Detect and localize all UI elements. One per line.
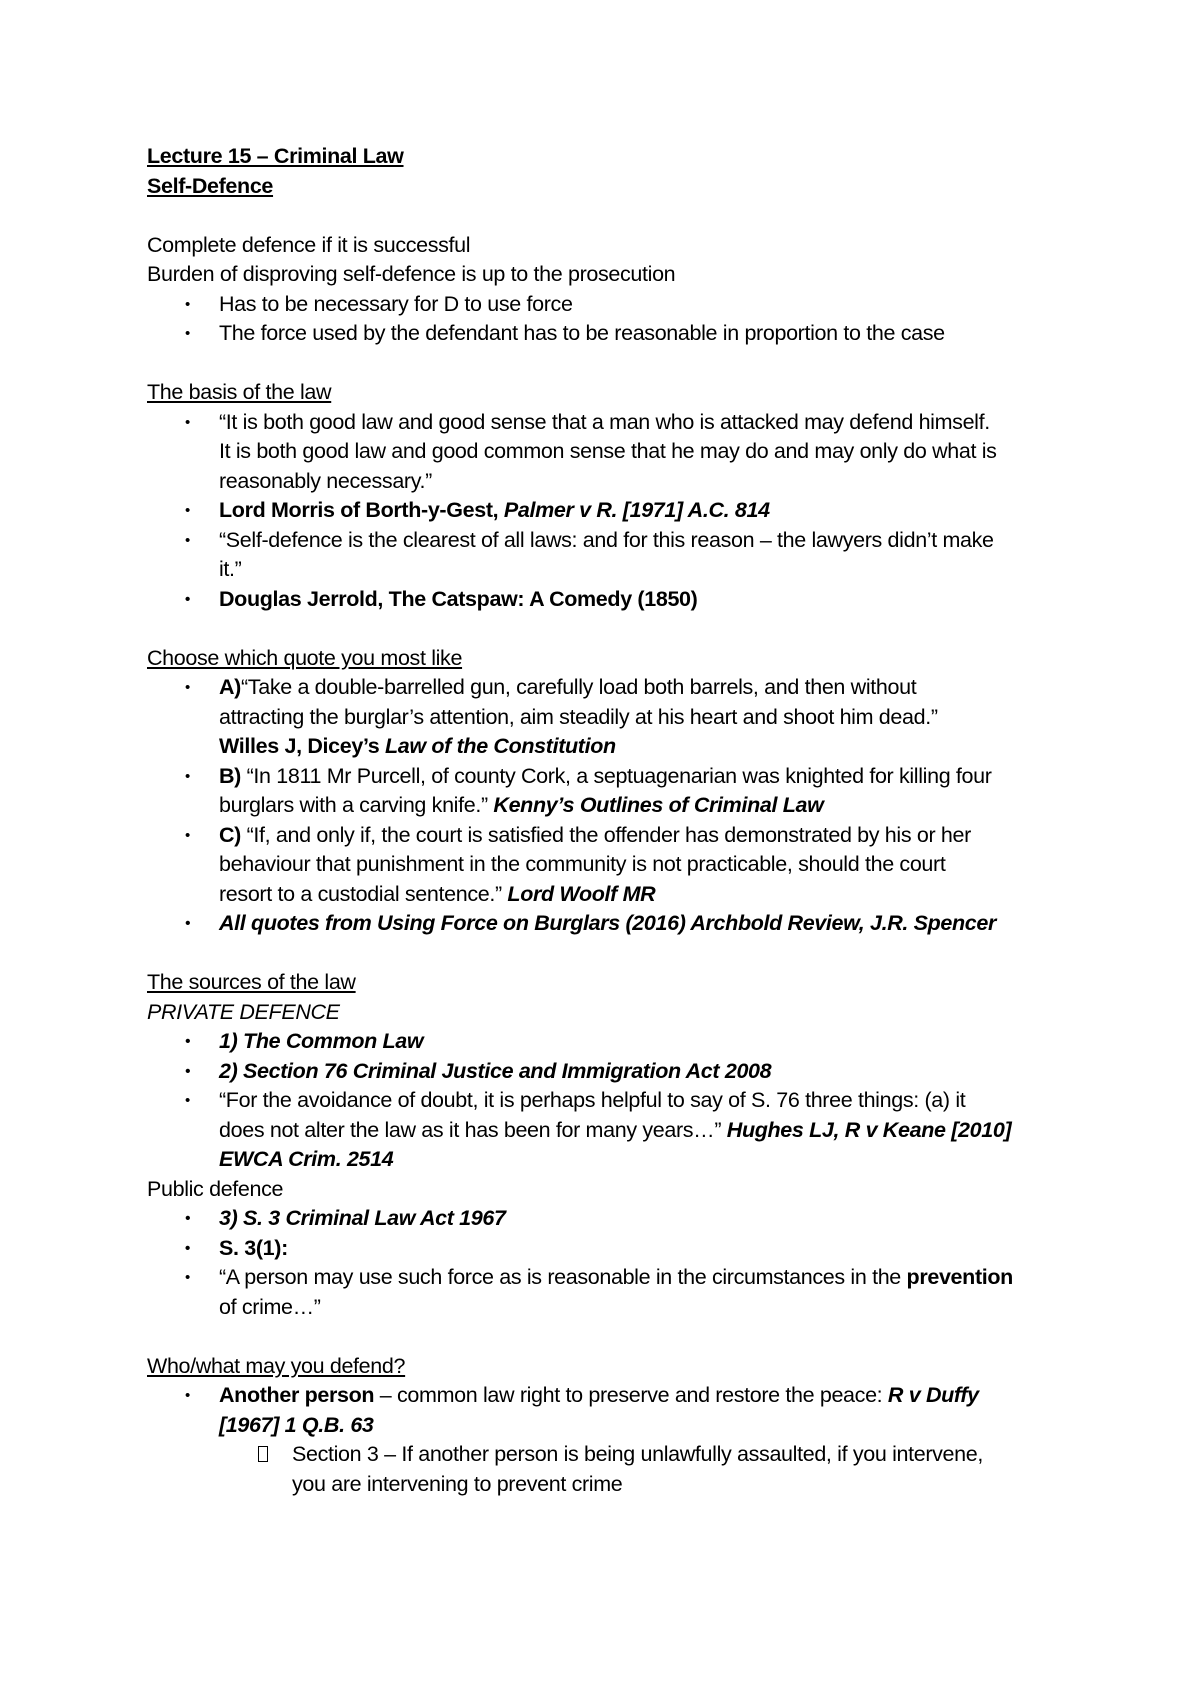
source-title: Kenny’s Outlines of Criminal Law (493, 793, 824, 817)
quote-option-b (147, 762, 1087, 821)
public-bullet-list (147, 1204, 1087, 1322)
document-page (147, 142, 1087, 1499)
bullet-item: • 1) The Common Law (147, 1027, 1087, 1057)
quote-option-a (147, 673, 1087, 762)
quote-text: does not alter the law as it has been for many years…” (219, 1117, 727, 1142)
quote-line (219, 791, 1087, 821)
quote-line: attracting the burglar’s attention, aim steadily at his heart and shoot him dead.” (219, 704, 938, 729)
quote-attribution (147, 496, 1087, 526)
quote-line (219, 821, 1087, 851)
quote-line: • “It is both good law and good sense that a man who is attacked may defend himself. (219, 409, 990, 434)
quote-line (219, 1116, 1087, 1146)
section-heading-basis: The basis of the law (147, 380, 332, 404)
emphasis: prevention (906, 1265, 1013, 1289)
bullet-item: • Has to be necessary for D to use force (147, 290, 1087, 320)
quote-line: behaviour that punishment in the community is not practicable, should the court (219, 852, 946, 876)
term: Another person (219, 1383, 375, 1407)
spacer (147, 1322, 1087, 1352)
bullet-text: – common law right to preserve and restore the peace: (374, 1383, 888, 1407)
quote-item (147, 408, 1087, 497)
case-citation: Palmer v R. [1971] A.C. 814 (503, 498, 770, 522)
option-label: A) (219, 675, 241, 699)
intro-bullet-list (147, 290, 1087, 349)
sub-bullet-line: Section 3 – If another person is being unlawfully assaulted, if you intervene, (292, 1442, 983, 1466)
intro-line: Complete defence if it is successful (147, 232, 471, 257)
quote-item (147, 1086, 1087, 1175)
sub-bullet-item (147, 1440, 1087, 1499)
quote-line: reasonably necessary.” (219, 468, 432, 493)
spacer (147, 939, 1087, 969)
who-bullet-list (147, 1381, 1087, 1440)
bullet-item: • 2) Section 76 Criminal Justice and Immigration Act 2008 (147, 1057, 1087, 1087)
sub-bullet-line: you are intervening to prevent crime (292, 1471, 623, 1496)
option-label: C) (219, 822, 241, 847)
subheading-public-defence: Public defence (147, 1176, 284, 1201)
bullet-item: • The force used by the defendant has to be reasonable in proportion to the case (147, 319, 1087, 349)
private-bullet-list (147, 1027, 1087, 1175)
quote-text: burglars with a carving knife.” (219, 793, 494, 817)
quote-line: It is both good law and good common sense that he may do and may only do what is (219, 439, 997, 463)
case-citation: EWCA Crim. 2514 (219, 1147, 394, 1171)
quote-text: resort to a custodial sentence.” (219, 881, 508, 906)
intro-line: Burden of disproving self-defence is up to the prosecution (147, 262, 676, 286)
quote-attribution: • Douglas Jerrold, The Catspaw: A Comedy (1850) (147, 585, 1087, 615)
case-citation: [1967] 1 Q.B. 63 (219, 1412, 374, 1437)
section-heading-who: Who/what may you defend? (147, 1353, 406, 1378)
sub-bullet-list (147, 1440, 1087, 1499)
quote-attribution (219, 732, 1087, 762)
quote-line: it.” (219, 557, 242, 581)
source-title: Law of the Constitution (385, 734, 616, 758)
quote-item (147, 1263, 1087, 1322)
author-name: Lord Woolf MR (507, 881, 656, 906)
quote-item (147, 526, 1087, 585)
quote-option-c (147, 821, 1087, 910)
quote-line: of crime…” (219, 1294, 321, 1319)
bullet-item: • 3) S. 3 Criminal Law Act 1967 (147, 1204, 1087, 1234)
quote-line: • “Self-defence is the clearest of all laws: and for this reason – the lawyers didn’t make (219, 527, 994, 552)
spacer (147, 201, 1087, 231)
quote-line (219, 880, 1087, 910)
quote-line (219, 673, 1087, 703)
section-heading-choose: Choose which quote you most like (147, 645, 463, 670)
quote-text: “If, and only if, the court is satisfied the offender has demonstrated by his or her (241, 822, 971, 847)
case-citation: R v Duffy (887, 1383, 979, 1407)
author-name: Lord Morris of Borth-y-Gest, (219, 498, 504, 522)
document-subtitle: Self-Defence (147, 173, 274, 198)
bullet-item (147, 1381, 1087, 1440)
option-label: B) (219, 763, 241, 788)
section-heading-sources: The sources of the law (147, 970, 356, 994)
basis-bullet-list (147, 408, 1087, 615)
quote-line (219, 1263, 1087, 1293)
document-title: Lecture 15 – Criminal Law (147, 144, 404, 168)
checkbox-glyph-icon (258, 1446, 268, 1462)
quote-line: • “For the avoidance of doubt, it is perhaps helpful to say of S. 76 three things: (a) it (219, 1088, 966, 1112)
bullet-item: • S. 3(1): (147, 1234, 1087, 1264)
author-name: Willes J, Dicey’s (219, 734, 385, 758)
quote-source-note: • All quotes from Using Force on Burglars (2016) Archbold Review, J.R. Spencer (147, 909, 1087, 939)
spacer (147, 349, 1087, 379)
subheading-private-defence: PRIVATE DEFENCE (147, 999, 340, 1024)
quote-text: “A person may use such force as is reasonable in the circumstances in the (219, 1265, 907, 1289)
choose-bullet-list (147, 673, 1087, 939)
quote-text: “In 1811 Mr Purcell, of county Cork, a septuagenarian was knighted for killing four (241, 763, 992, 788)
bullet-line (219, 1381, 1087, 1411)
quote-line (219, 762, 1087, 792)
case-citation: Hughes LJ, R v Keane [2010] (726, 1117, 1012, 1142)
spacer (147, 614, 1087, 644)
quote-text: “Take a double-barrelled gun, carefully load both barrels, and then without (241, 675, 917, 699)
